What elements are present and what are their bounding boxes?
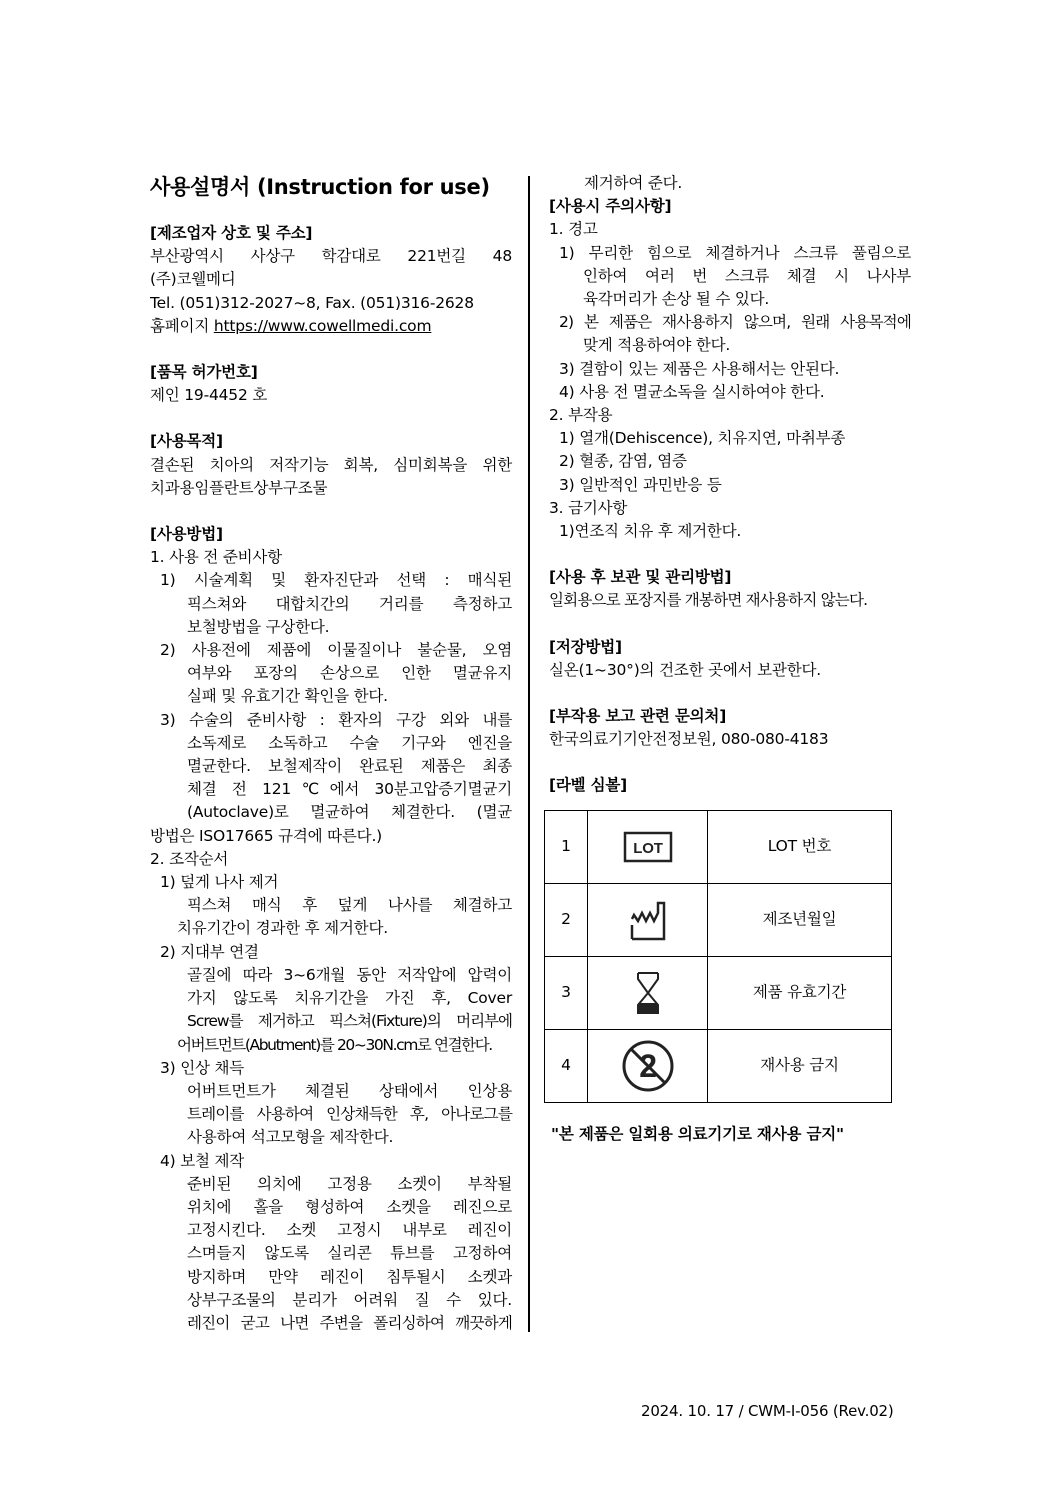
expiry-hourglass-icon: [634, 971, 662, 1015]
section-heading: [제조업자 상호 및 주소]: [150, 224, 313, 242]
row-number: 4: [545, 1029, 588, 1102]
storage-after-use-text: 일회용으로 포장지를 개봉하면 재사용하지 않는다.: [549, 591, 868, 610]
report-section: [549, 705, 911, 751]
warning-item-line: 2) 본 제품은 재사용하지 않으며, 원래 사용목적에: [559, 313, 911, 332]
proc-item-line: 위치에 홀을 형성하여 소켓을 레진으로: [187, 1197, 512, 1216]
section-heading: [사용 후 보관 및 관리방법]: [549, 568, 732, 587]
warning-item-line: 3) 결함이 있는 제품은 사용해서는 안된다.: [559, 359, 840, 378]
symbol-label: 제품 유효기간: [708, 956, 892, 1029]
purpose-line: 결손된 치아의 저작기능 회복, 심미회복을 위한: [150, 455, 512, 474]
subsection-heading: 3. 금기사항: [549, 498, 628, 517]
prep-item-line: (Autoclave)로 멸균하여 체결한다. (멸균: [187, 803, 512, 822]
warning-item-line: 1) 무리한 힘으로 체결하거나 스크류 풀림으로: [559, 243, 911, 262]
proc-item-line: 어버트먼트(Abutment)를 20~30N.cm로 연결한다.: [177, 1035, 492, 1054]
subsection-heading: 2. 부작용: [549, 406, 613, 425]
section-heading: [사용방법]: [150, 525, 223, 544]
warning-item-line: 4) 사용 전 멸균소독을 실시하여야 한다.: [559, 382, 825, 401]
section-heading: [품목 허가번호]: [150, 363, 258, 382]
document-footer: 2024. 10. 17 / CWM-I-056 (Rev.02): [641, 1402, 894, 1420]
side-effect-item: 1) 열개(Dehiscence), 치유지연, 마취부종: [559, 429, 846, 448]
section-heading: [저장방법]: [549, 637, 622, 656]
storage-after-use-section: [549, 566, 911, 612]
table-row: [545, 810, 892, 883]
symbol-label: 재사용 금지: [708, 1029, 892, 1102]
proc-item-line: 사용하여 석고모형을 제작한다.: [187, 1128, 394, 1147]
prep-item-line: 멸균한다. 보철제작이 완료된 제품은 최종: [187, 757, 512, 776]
contact-numbers: Tel. (051)312-2027~8, Fax. (051)316-2628: [150, 293, 474, 312]
symbol-cell: [588, 956, 708, 1029]
row-number: 1: [545, 810, 588, 883]
approval-number: 제인 19-4452 호: [150, 386, 268, 405]
symbol-cell: [588, 1029, 708, 1102]
proc-item-title: 2) 지대부 연결: [160, 942, 259, 961]
table-row: [545, 1029, 892, 1102]
subsection-heading: 2. 조작순서: [150, 849, 229, 868]
proc-item-line: 상부구조물의 분리가 어려워 질 수 있다.: [187, 1290, 512, 1309]
manufacture-date-icon: [628, 899, 668, 941]
single-use-notice: "본 제품은 일회용 의료기기로 재사용 금지": [551, 1124, 844, 1143]
address: 부산광역시 사상구 학감대로 221번길 48: [150, 247, 512, 266]
section-heading: [라벨 심볼]: [549, 776, 628, 795]
manufacturer-section: [150, 222, 512, 338]
subsection-heading: 1. 경고: [549, 220, 598, 239]
warning-item-line: 맞게 적용하여야 한다.: [583, 336, 731, 355]
homepage-label: 홈페이지: [150, 316, 210, 335]
approval-section: [150, 361, 512, 407]
prep-item-line: 실패 및 유효기간 확인을 한다.: [187, 687, 388, 706]
section-heading: [사용시 주의사항]: [549, 197, 672, 216]
prep-item-line: 체결 전 121℃에서 30분고압증기멸균기: [187, 780, 512, 799]
do-not-reuse-icon: [621, 1039, 675, 1093]
section-heading: [부작용 보고 관련 문의처]: [549, 707, 727, 726]
left-column: [150, 172, 512, 1335]
storage-text: 실온(1~30°)의 건조한 곳에서 보관한다.: [549, 660, 821, 679]
symbol-cell: [588, 883, 708, 956]
lot-icon: [623, 831, 673, 863]
symbol-label: LOT 번호: [708, 810, 892, 883]
side-effect-item: 3) 일반적인 과민반응 등: [559, 475, 722, 494]
company-name: (주)코웰메디: [150, 270, 236, 289]
proc-item-line: 가지 않도록 치유기간을 가진 후, Cover: [187, 989, 512, 1008]
section-heading: [사용목적]: [150, 432, 223, 451]
proc-item-line: 고정시킨다. 소켓 고정시 내부로 레진이: [187, 1221, 512, 1240]
side-effect-item: 2) 혈종, 감염, 염증: [559, 452, 687, 471]
prep-item-line: 보철방법을 구상한다.: [187, 617, 330, 636]
proc-item-line: 준비된 의치에 고정용 소켓이 부착될: [187, 1174, 512, 1193]
proc-item-line: 어버트먼트가 체결된 상태에서 인상용: [187, 1081, 512, 1100]
homepage-link[interactable]: https://www.cowellmedi.com: [213, 316, 432, 335]
proc-item-line: 골질에 따라 3~6개월 동안 저작압에 압력이: [187, 965, 512, 984]
column-divider: [528, 176, 530, 1332]
prep-item-line: 여부와 포장의 손상으로 인한 멸균유지: [187, 664, 512, 683]
proc-item-line-continued: 제거하여 준다.: [584, 174, 683, 192]
proc-item-line: 스며들지 않도록 실리콘 튜브를 고정하여: [187, 1244, 512, 1263]
proc-item-line: 픽스쳐 매식 후 덮게 나사를 체결하고: [187, 896, 512, 915]
storage-section: [549, 636, 911, 682]
prep-item-line: 1) 시술계획 및 환자진단과 선택 : 매식된: [160, 571, 512, 590]
proc-item-line: 트레이를 사용하여 인상채득한 후, 아나로그를: [187, 1105, 512, 1124]
proc-item-line: 레진이 굳고 나면 주변을 폴리싱하여 깨끗하게: [187, 1313, 512, 1332]
label-symbols-table: [544, 810, 892, 1103]
table-row: [545, 956, 892, 1029]
prep-item-line: 소독제로 소독하고 수술 기구와 엔진을: [187, 733, 512, 752]
document-title: 사용설명서 (Instruction for use): [150, 175, 490, 199]
subsection-heading: 1. 사용 전 준비사항: [150, 548, 282, 567]
proc-item-title: 1) 덮게 나사 제거: [160, 873, 279, 892]
proc-item-line: 치유기간이 경과한 후 제거한다.: [177, 919, 388, 938]
proc-item-title: 4) 보철 제작: [160, 1151, 245, 1170]
purpose-section: [150, 430, 512, 500]
warning-item-line: 육각머리가 손상 될 수 있다.: [583, 290, 770, 309]
symbol-label: 제조년월일: [708, 883, 892, 956]
symbol-cell: [588, 810, 708, 883]
prep-item-line: 3) 수술의 준비사항 : 환자의 구강 외와 내를: [160, 710, 512, 729]
prep-item-line: 픽스쳐와 대합치간의 거리를 측정하고: [187, 594, 512, 613]
purpose-line: 치과용임플란트상부구조물: [150, 478, 328, 497]
right-column: [549, 172, 911, 1161]
report-contact: 한국의료기기안전정보원, 080-080-4183: [549, 730, 829, 749]
warning-item-line: 인하여 여러 번 스크류 체결 시 나사부: [583, 266, 911, 285]
precautions-section: [549, 195, 911, 543]
row-number: 3: [545, 956, 588, 1029]
symbols-section: [549, 774, 911, 1145]
svg-text:2: 2: [638, 1047, 657, 1084]
svg-text:LOT: LOT: [632, 839, 663, 857]
proc-item-line: 방지하며 만약 레진이 침투될시 소켓과: [187, 1267, 512, 1286]
table-row: [545, 883, 892, 956]
prep-item-line: 방법은 ISO17665 규격에 따른다.): [150, 826, 383, 845]
row-number: 2: [545, 883, 588, 956]
proc-item-line: Screw를 제거하고 픽스쳐(Fixture)의 머리부에: [187, 1012, 512, 1031]
usage-section: [150, 523, 512, 1335]
contraindication-item: 1)연조직 치유 후 제거한다.: [559, 522, 742, 541]
prep-item-line: 2) 사용전에 제품에 이물질이나 불순물, 오염: [160, 641, 512, 660]
homepage-line: [150, 315, 512, 338]
proc-item-title: 3) 인상 채득: [160, 1058, 245, 1077]
